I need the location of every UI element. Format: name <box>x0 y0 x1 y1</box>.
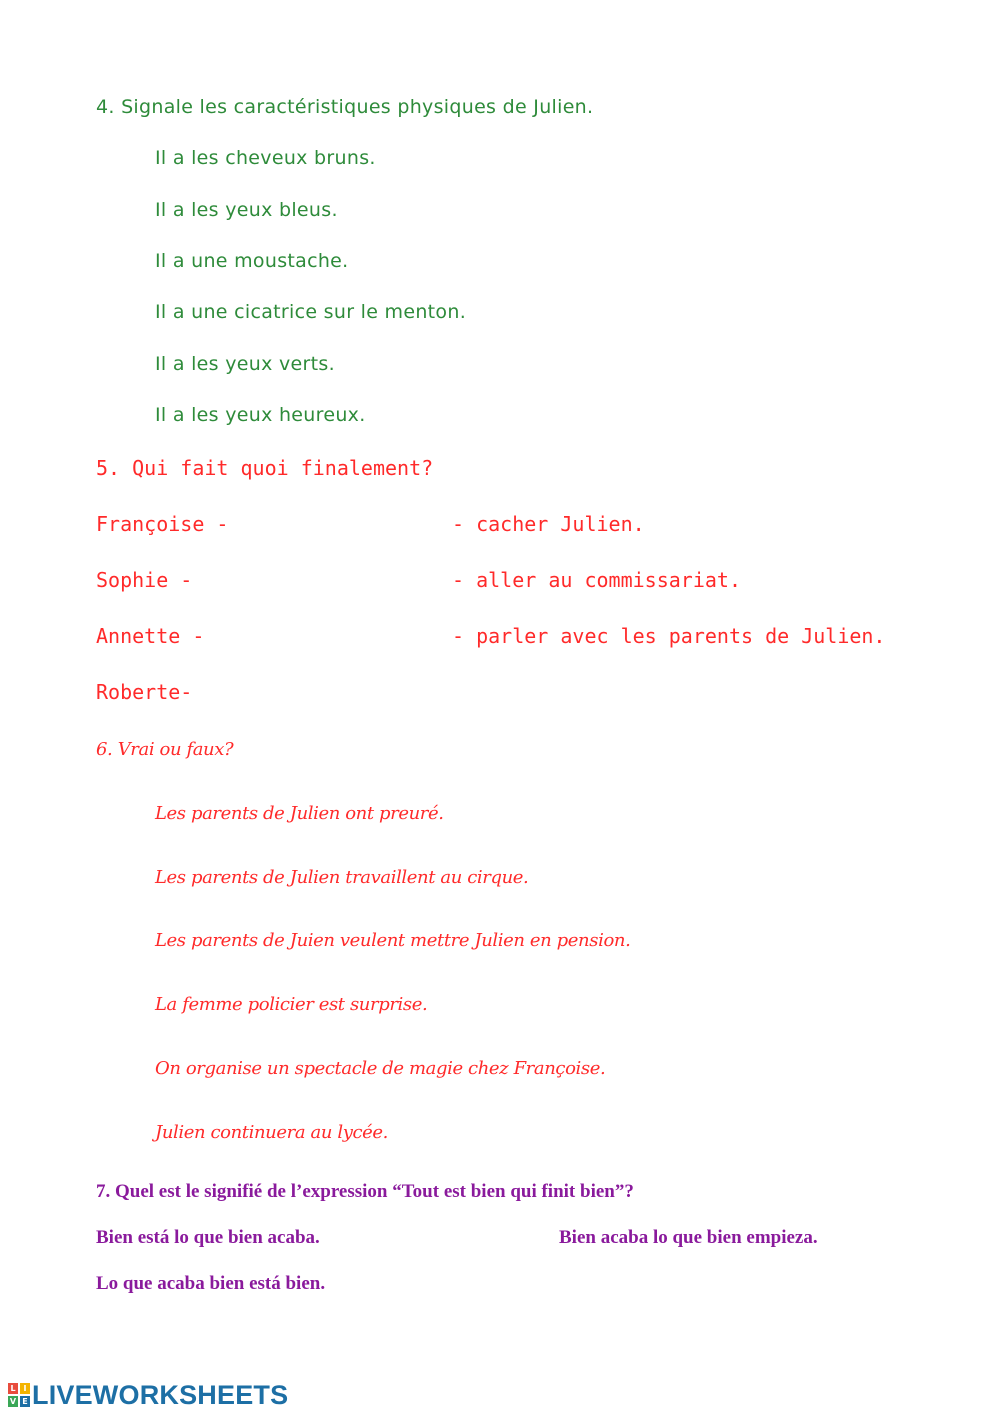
section7-option: Lo que acaba bien está bien. <box>96 1273 326 1294</box>
liveworksheets-logo <box>8 1380 288 1410</box>
logo-block: I <box>20 1383 30 1394</box>
section6-item: Les parents de Julien ont preuré. <box>155 803 444 824</box>
logo-text: LIVEWORKSHEETS <box>32 1379 289 1410</box>
section5-title: 5. Qui fait quoi finalement? <box>96 456 434 480</box>
section4-item: Il a une moustache. <box>155 250 349 272</box>
section6-item: On organise un spectacle de magie chez Françoise. <box>155 1058 606 1079</box>
logo-block: L <box>8 1383 18 1394</box>
section5-name: Françoise - <box>96 512 229 536</box>
section5-action: - cacher Julien. <box>452 512 645 536</box>
section4-item: Il a les yeux verts. <box>155 353 335 375</box>
section6-item: La femme policier est surprise. <box>155 994 428 1015</box>
section6-item: Julien continuera au lycée. <box>155 1122 388 1143</box>
section4-item: Il a les cheveux bruns. <box>155 147 376 169</box>
section5-name: Roberte- <box>96 680 193 704</box>
section6-item: Les parents de Juien veulent mettre Julien en pension. <box>155 930 631 951</box>
section5-action: - parler avec les parents de Julien. <box>452 624 886 648</box>
section5-name: Sophie - <box>96 568 193 592</box>
section6-title: 6. Vrai ou faux? <box>96 739 234 760</box>
section5-action: - aller au commissariat. <box>452 568 741 592</box>
logo-block: E <box>20 1396 30 1407</box>
section4-title: 4. Signale les caractéristiques physiques de Julien. <box>96 96 594 118</box>
logo-blocks-icon <box>8 1383 30 1407</box>
section4-item: Il a les yeux heureux. <box>155 404 366 426</box>
section7-option: Bien está lo que bien acaba. <box>96 1227 320 1248</box>
section7-title: 7. Quel est le signifié de l’expression “Tout est bien qui finit bien”? <box>96 1181 634 1202</box>
section4-item: Il a les yeux bleus. <box>155 199 338 221</box>
section6-item: Les parents de Julien travaillent au cirque. <box>155 867 529 888</box>
section7-option: Bien acaba lo que bien empieza. <box>559 1227 818 1248</box>
section5-name: Annette - <box>96 624 205 648</box>
logo-block: V <box>9 1396 17 1406</box>
section4-item: Il a une cicatrice sur le menton. <box>155 301 467 323</box>
